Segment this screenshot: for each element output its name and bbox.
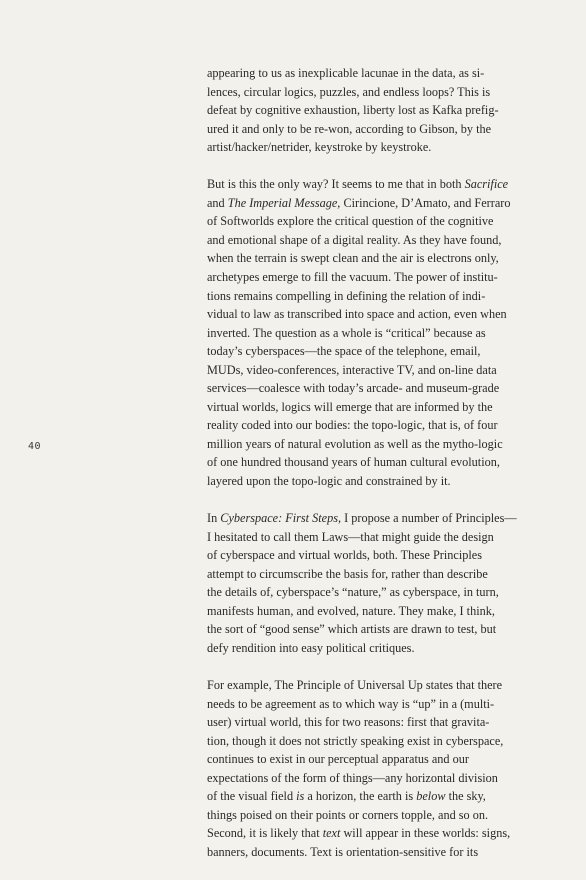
text-segment: artist/hacker/netrider, keystroke by keystroke. (207, 140, 432, 155)
text-line (207, 416, 547, 435)
text-segment: lences, circular logics, puzzles, and endless loops? This is (207, 84, 491, 99)
text-line (207, 194, 547, 213)
text-line (207, 583, 547, 602)
text-segment: vidual to law as transcribed into space and action, even when (207, 307, 507, 322)
text-segment: virtual worlds, logics will emerge that are informed by the (207, 399, 493, 414)
text-line (207, 769, 547, 788)
text-segment: tion, though it does not strictly speaking exist in cyberspace, (207, 733, 504, 748)
text-segment: of cyberspace and virtual worlds, both. These Principles (207, 548, 482, 563)
italic-title-text: text (322, 826, 341, 841)
text-line (207, 676, 547, 695)
text-line (207, 565, 547, 584)
text-segment: defy rendition into easy political critiques. (207, 640, 415, 655)
text-segment: layered upon the topo-logic and constrained by it. (207, 474, 451, 489)
text-line (207, 361, 547, 380)
text-line (207, 305, 547, 324)
text-segment: the sort of “good sense” which artists are drawn to test, but (207, 622, 497, 637)
text-segment: services—coalesce with today’s arcade- and museum-grade (207, 381, 500, 396)
text-line (207, 732, 547, 751)
text-line (207, 379, 547, 398)
text-segment: I hesitated to call them Laws—that might guide the design (207, 529, 494, 544)
text-line (207, 342, 547, 361)
text-segment: MUDs, video-conferences, interactive TV, and on-line data (207, 362, 497, 377)
text-line (207, 231, 547, 250)
text-line (207, 843, 547, 862)
text-segment: I propose a number of Principles— (341, 511, 517, 526)
body-paragraph (207, 676, 547, 861)
text-segment: user) virtual world, this for two reasons: first that gravita- (207, 715, 490, 730)
text-segment: manifests human, and evolved, nature. They make, I think, (207, 603, 495, 618)
text-segment: of the visual field (207, 789, 297, 804)
text-segment: banners, documents. Text is orientation-sensitive for its (207, 844, 479, 859)
text-segment: In (207, 511, 221, 526)
text-segment: appearing to us as inexplicable lacunae in the data, as si- (207, 66, 485, 80)
text-line (207, 806, 547, 825)
text-line (207, 268, 547, 287)
text-segment: of Softworlds explore the critical question of the cognitive (207, 214, 494, 229)
text-segment: Second, it is likely that (207, 826, 323, 841)
text-line (207, 175, 547, 194)
text-line (207, 546, 547, 565)
text-line (207, 509, 547, 528)
text-segment: of one hundred thousand years of human cultural evolution, (207, 455, 500, 470)
text-segment: million years of natural evolution as well as the mytho-logic (207, 436, 503, 451)
text-line (207, 528, 547, 547)
text-line (207, 83, 547, 102)
text-segment: a horizon, the earth is (304, 789, 417, 804)
text-line (207, 212, 547, 231)
text-line (207, 101, 547, 120)
text-line (207, 120, 547, 139)
text-segment: archetypes emerge to fill the vacuum. The power of institu- (207, 270, 498, 285)
text-segment: things poised on their points or corners topple, and so on. (207, 807, 489, 822)
text-segment: the details of, cyberspace’s “nature,” as cyberspace, in turn, (207, 585, 499, 600)
body-paragraph (207, 509, 547, 657)
body-text-column (207, 64, 547, 880)
italic-title-text: Sacrifice (464, 177, 509, 192)
page-number: 40 (28, 441, 42, 452)
text-segment: today’s cyberspaces—the space of the telephone, email, (207, 344, 481, 359)
text-segment: and (207, 195, 228, 210)
text-segment: when the terrain is swept clean and the air is electrons only, (207, 251, 499, 266)
text-segment: needs to be agreement as to which way is “up” in a (multi- (207, 696, 495, 711)
italic-title-text: Cyberspace: First Steps, (220, 511, 342, 526)
text-line (207, 398, 547, 417)
text-line (207, 695, 547, 714)
text-segment: defeat by cognitive exhaustion, liberty lost as Kafka prefig- (207, 103, 499, 118)
text-segment: reality coded into our bodies: the topo-logic, that is, of four (207, 418, 498, 433)
text-line (207, 787, 547, 806)
text-segment: expectations of the form of things—any horizontal division (207, 770, 498, 785)
text-segment: continues to exist in our perceptual apparatus and our (207, 752, 469, 767)
body-paragraph (207, 64, 547, 157)
text-segment: inverted. The question as a whole is “critical” because as (207, 325, 486, 340)
text-segment: For example, The Principle of Universal Up states that there (207, 678, 503, 693)
text-line (207, 824, 547, 843)
italic-title-text: is (296, 789, 305, 804)
text-segment: the sky, (445, 789, 486, 804)
text-line (207, 639, 547, 658)
text-line (207, 602, 547, 621)
italic-title-text: The Imperial Message, (227, 195, 341, 210)
text-line (207, 620, 547, 639)
text-line (207, 249, 547, 268)
text-line (207, 138, 547, 157)
text-segment: ured it and only to be re-won, according to Gibson, by the (207, 121, 492, 136)
text-line (207, 713, 547, 732)
text-line (207, 324, 547, 343)
italic-title-text: below (416, 789, 446, 804)
text-line (207, 435, 547, 454)
text-segment: attempt to circumscribe the basis for, rather than describe (207, 566, 488, 581)
text-line (207, 453, 547, 472)
text-line (207, 64, 547, 83)
text-line (207, 750, 547, 769)
text-segment: But is this the only way? It seems to me that in both (207, 177, 465, 192)
text-segment: and emotional shape of a digital reality. As they have found, (207, 232, 502, 247)
text-line (207, 472, 547, 491)
text-segment: will appear in these worlds: signs, (340, 826, 511, 841)
text-segment: Cirincione, D’Amato, and Ferraro (340, 195, 511, 210)
body-paragraph (207, 175, 547, 490)
text-line (207, 287, 547, 306)
text-segment: tions remains compelling in defining the relation of indi- (207, 288, 486, 303)
